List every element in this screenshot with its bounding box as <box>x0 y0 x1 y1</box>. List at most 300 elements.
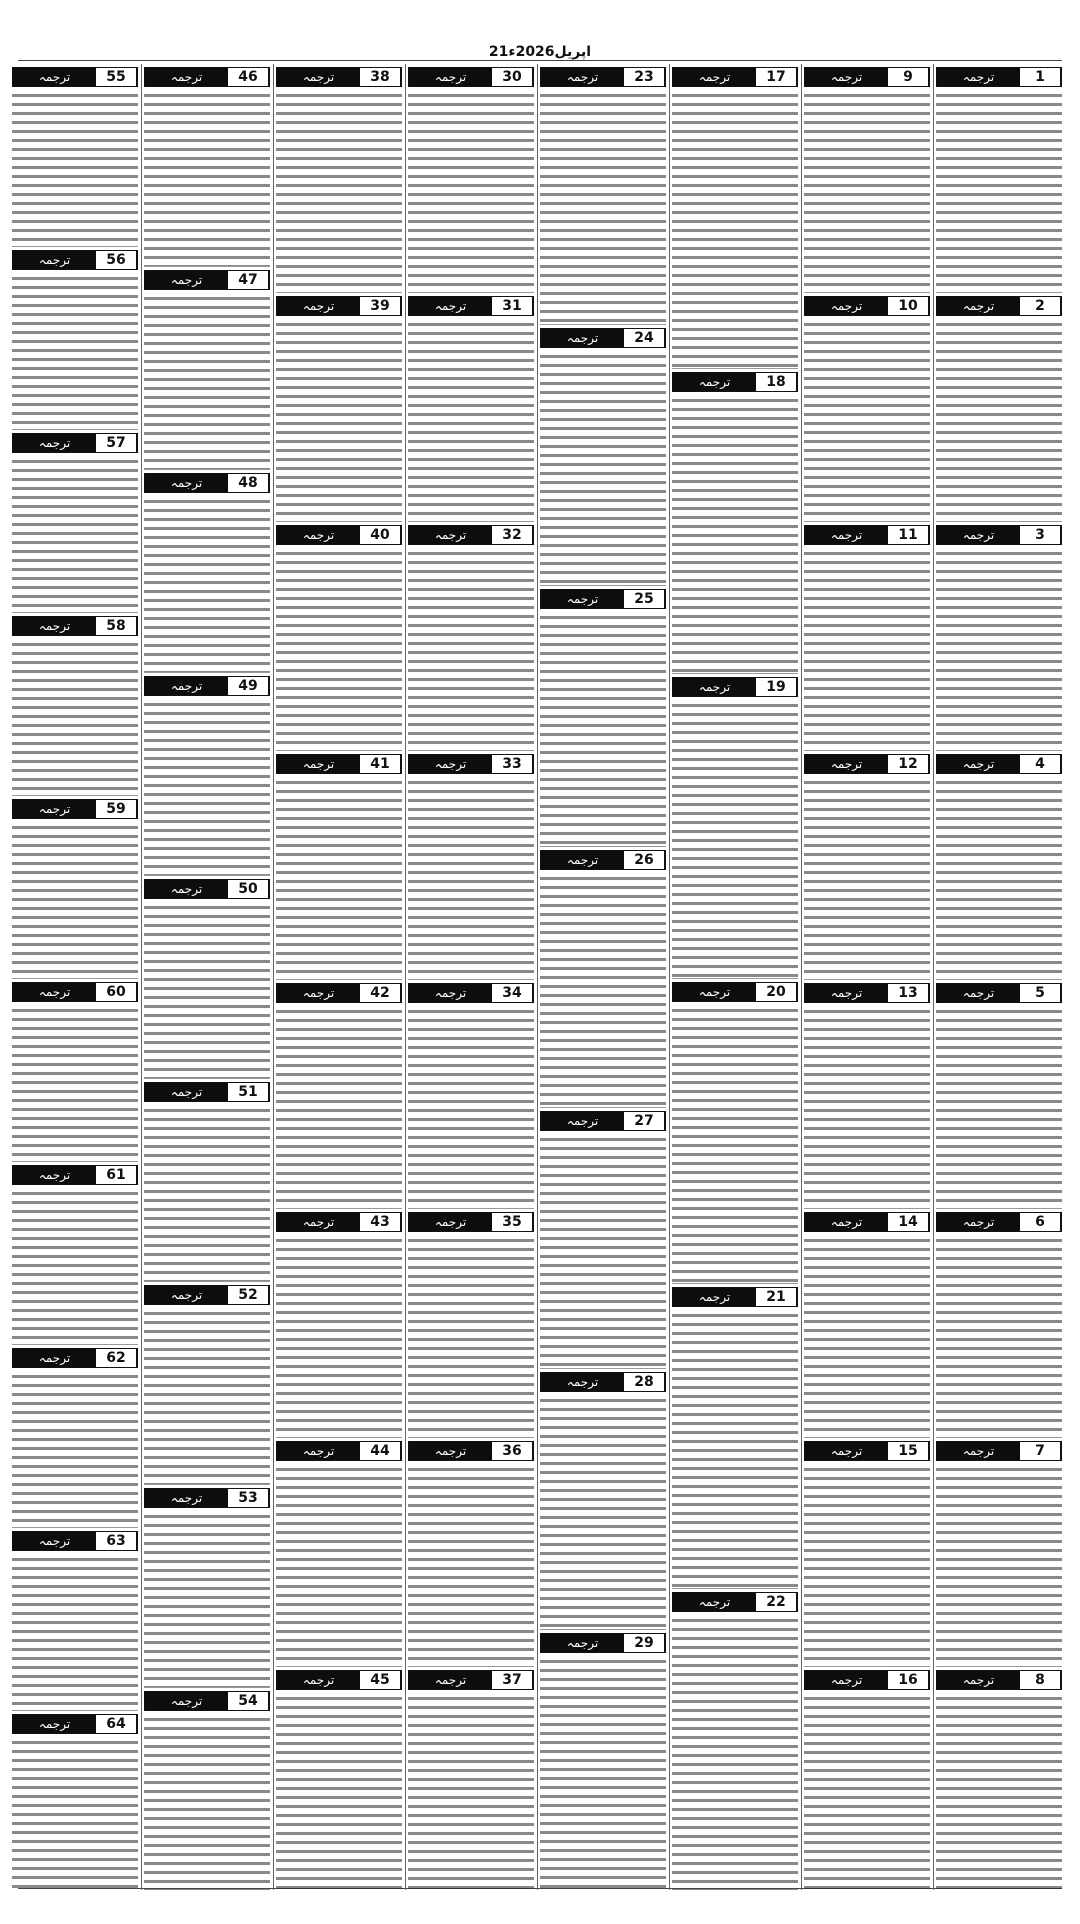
article-56 <box>12 250 138 430</box>
article-number: 18 <box>756 373 797 391</box>
article-number: 2 <box>1020 297 1061 315</box>
article-13 <box>804 983 930 1209</box>
article-text-block <box>144 91 270 267</box>
article-header <box>804 525 930 545</box>
section-label: ترجمہ <box>409 297 492 315</box>
article-31 <box>408 296 534 522</box>
article-text-block <box>540 613 666 847</box>
article-10 <box>804 296 930 522</box>
article-49 <box>144 676 270 876</box>
article-number: 24 <box>624 329 665 347</box>
section-label: ترجمہ <box>145 880 228 898</box>
article-43 <box>276 1212 402 1438</box>
article-header <box>12 799 138 819</box>
article-header <box>936 1441 1062 1461</box>
article-number: 11 <box>888 526 929 544</box>
article-text-block <box>144 1309 270 1485</box>
article-header <box>672 1287 798 1307</box>
article-number: 42 <box>360 984 401 1002</box>
article-59 <box>12 799 138 979</box>
article-header <box>144 473 270 493</box>
top-rule <box>18 60 1062 61</box>
article-number: 57 <box>96 434 137 452</box>
article-header <box>144 270 270 290</box>
article-text-block <box>804 549 930 751</box>
article-header <box>276 1670 402 1690</box>
article-number: 45 <box>360 1671 401 1689</box>
section-label: ترجمہ <box>277 1671 360 1689</box>
article-number: 17 <box>756 68 797 86</box>
section-label: ترجمہ <box>13 800 96 818</box>
article-number: 41 <box>360 755 401 773</box>
article-header <box>936 296 1062 316</box>
article-header <box>408 67 534 87</box>
article-48 <box>144 473 270 673</box>
article-14 <box>804 1212 930 1438</box>
article-1 <box>936 67 1062 293</box>
article-header <box>12 433 138 453</box>
article-header <box>936 983 1062 1003</box>
article-header <box>672 67 798 87</box>
article-6 <box>936 1212 1062 1438</box>
section-label: ترجمہ <box>673 1288 756 1306</box>
article-number: 32 <box>492 526 533 544</box>
article-number: 26 <box>624 851 665 869</box>
article-number: 56 <box>96 251 137 269</box>
article-number: 9 <box>888 68 929 86</box>
article-number: 30 <box>492 68 533 86</box>
section-label: ترجمہ <box>805 526 888 544</box>
article-header <box>540 850 666 870</box>
article-header <box>276 1212 402 1232</box>
article-53 <box>144 1488 270 1688</box>
article-header <box>408 754 534 774</box>
section-label: ترجمہ <box>805 1442 888 1460</box>
article-38 <box>276 67 402 293</box>
article-header <box>144 67 270 87</box>
article-header <box>672 1592 798 1612</box>
article-header <box>672 677 798 697</box>
article-header <box>540 1633 666 1653</box>
article-text-block <box>144 1715 270 1890</box>
article-header <box>408 1212 534 1232</box>
article-header <box>936 525 1062 545</box>
article-text-block <box>144 903 270 1079</box>
section-label: ترجمہ <box>937 984 1020 1002</box>
article-number: 39 <box>360 297 401 315</box>
article-text-block <box>936 320 1062 522</box>
article-12 <box>804 754 930 980</box>
article-number: 46 <box>228 68 269 86</box>
article-36 <box>408 1441 534 1667</box>
article-text-block <box>672 1006 798 1284</box>
article-header <box>672 372 798 392</box>
section-label: ترجمہ <box>937 1213 1020 1231</box>
section-label: ترجمہ <box>277 1442 360 1460</box>
article-header <box>408 296 534 316</box>
article-header <box>144 1488 270 1508</box>
article-header <box>804 1441 930 1461</box>
article-47 <box>144 270 270 470</box>
article-61 <box>12 1165 138 1345</box>
article-header <box>12 1714 138 1734</box>
article-number: 37 <box>492 1671 533 1689</box>
article-text-block <box>936 1465 1062 1667</box>
article-text-block <box>936 1694 1062 1890</box>
article-18 <box>672 372 798 674</box>
section-label: ترجمہ <box>409 984 492 1002</box>
article-header <box>804 67 930 87</box>
section-label: ترجمہ <box>673 373 756 391</box>
article-20 <box>672 982 798 1284</box>
section-label: ترجمہ <box>13 1166 96 1184</box>
section-label: ترجمہ <box>805 755 888 773</box>
section-label: ترجمہ <box>277 1213 360 1231</box>
article-34 <box>408 983 534 1209</box>
article-62 <box>12 1348 138 1528</box>
section-label: ترجمہ <box>409 68 492 86</box>
section-label: ترجمہ <box>13 1715 96 1733</box>
article-text-block <box>540 1396 666 1630</box>
article-number: 48 <box>228 474 269 492</box>
article-text-block <box>276 778 402 980</box>
article-header <box>672 982 798 1002</box>
article-16 <box>804 1670 930 1890</box>
article-number: 6 <box>1020 1213 1061 1231</box>
article-header <box>276 983 402 1003</box>
article-7 <box>936 1441 1062 1667</box>
article-header <box>276 1441 402 1461</box>
article-text-block <box>804 1465 930 1667</box>
article-text-block <box>936 91 1062 293</box>
article-text-block <box>12 457 138 613</box>
article-19 <box>672 677 798 979</box>
column-2 <box>804 64 930 1890</box>
article-21 <box>672 1287 798 1589</box>
article-55 <box>12 67 138 247</box>
article-number: 59 <box>96 800 137 818</box>
article-number: 60 <box>96 983 137 1001</box>
column-divider <box>405 64 406 1890</box>
section-label: ترجمہ <box>541 851 624 869</box>
article-header <box>408 1441 534 1461</box>
article-40 <box>276 525 402 751</box>
column-divider <box>669 64 670 1890</box>
article-header <box>540 67 666 87</box>
article-33 <box>408 754 534 980</box>
article-text-block <box>276 1465 402 1667</box>
article-4 <box>936 754 1062 980</box>
article-text-block <box>408 549 534 751</box>
section-label: ترجمہ <box>277 755 360 773</box>
article-number: 52 <box>228 1286 269 1304</box>
section-label: ترجمہ <box>277 526 360 544</box>
article-text-block <box>540 874 666 1108</box>
article-text-block <box>672 1311 798 1589</box>
section-label: ترجمہ <box>145 271 228 289</box>
page-date: 21اپریل2026ء <box>488 44 592 60</box>
article-number: 62 <box>96 1349 137 1367</box>
article-41 <box>276 754 402 980</box>
article-number: 8 <box>1020 1671 1061 1689</box>
article-37 <box>408 1670 534 1890</box>
article-29 <box>540 1633 666 1890</box>
article-28 <box>540 1372 666 1630</box>
column-3 <box>672 64 798 1890</box>
section-label: ترجمہ <box>145 474 228 492</box>
article-number: 40 <box>360 526 401 544</box>
article-11 <box>804 525 930 751</box>
article-header <box>408 983 534 1003</box>
section-label: ترجمہ <box>805 984 888 1002</box>
column-6 <box>276 64 402 1890</box>
column-8 <box>12 64 138 1890</box>
article-header <box>12 982 138 1002</box>
section-label: ترجمہ <box>541 1373 624 1391</box>
article-header <box>408 1670 534 1690</box>
section-label: ترجمہ <box>409 755 492 773</box>
article-54 <box>144 1691 270 1890</box>
article-number: 49 <box>228 677 269 695</box>
article-text-block <box>672 396 798 674</box>
article-text-block <box>408 1236 534 1438</box>
column-divider <box>141 64 142 1890</box>
section-label: ترجمہ <box>409 526 492 544</box>
section-label: ترجمہ <box>805 297 888 315</box>
article-text-block <box>408 1007 534 1209</box>
article-text-block <box>408 320 534 522</box>
article-text-block <box>144 1106 270 1282</box>
article-text-block <box>936 549 1062 751</box>
article-number: 10 <box>888 297 929 315</box>
section-label: ترجمہ <box>13 68 96 86</box>
article-header <box>804 983 930 1003</box>
article-number: 14 <box>888 1213 929 1231</box>
section-label: ترجمہ <box>277 68 360 86</box>
article-text-block <box>804 91 930 293</box>
section-label: ترجمہ <box>673 68 756 86</box>
article-header <box>144 1082 270 1102</box>
article-header <box>12 67 138 87</box>
column-4 <box>540 64 666 1890</box>
article-text-block <box>144 497 270 673</box>
section-label: ترجمہ <box>145 1083 228 1101</box>
article-number: 1 <box>1020 68 1061 86</box>
article-header <box>936 67 1062 87</box>
article-text-block <box>936 1236 1062 1438</box>
article-number: 19 <box>756 678 797 696</box>
article-header <box>144 1285 270 1305</box>
article-header <box>804 754 930 774</box>
section-label: ترجمہ <box>541 1634 624 1652</box>
article-number: 15 <box>888 1442 929 1460</box>
article-header <box>804 1212 930 1232</box>
article-2 <box>936 296 1062 522</box>
section-label: ترجمہ <box>13 251 96 269</box>
article-number: 36 <box>492 1442 533 1460</box>
article-number: 5 <box>1020 984 1061 1002</box>
section-label: ترجمہ <box>13 434 96 452</box>
article-text-block <box>408 91 534 293</box>
article-text-block <box>144 294 270 470</box>
article-header <box>12 1531 138 1551</box>
article-number: 21 <box>756 1288 797 1306</box>
column-5 <box>408 64 534 1890</box>
section-label: ترجمہ <box>145 677 228 695</box>
article-text-block <box>276 91 402 293</box>
section-label: ترجمہ <box>13 983 96 1001</box>
section-label: ترجمہ <box>409 1671 492 1689</box>
article-39 <box>276 296 402 522</box>
article-header <box>12 1165 138 1185</box>
article-header <box>804 1670 930 1690</box>
article-text-block <box>276 1007 402 1209</box>
article-number: 3 <box>1020 526 1061 544</box>
article-header <box>276 525 402 545</box>
column-divider <box>537 64 538 1890</box>
article-number: 61 <box>96 1166 137 1184</box>
article-23 <box>540 67 666 325</box>
article-58 <box>12 616 138 796</box>
section-label: ترجمہ <box>13 617 96 635</box>
section-label: ترجمہ <box>145 1286 228 1304</box>
article-text-block <box>12 1738 138 1890</box>
article-number: 16 <box>888 1671 929 1689</box>
section-label: ترجمہ <box>145 1692 228 1710</box>
article-header <box>936 1670 1062 1690</box>
article-text-block <box>936 1007 1062 1209</box>
article-text-block <box>276 549 402 751</box>
section-label: ترجمہ <box>805 1671 888 1689</box>
article-header <box>276 67 402 87</box>
article-text-block <box>12 1006 138 1162</box>
article-header <box>936 1212 1062 1232</box>
section-label: ترجمہ <box>805 68 888 86</box>
column-divider <box>933 64 934 1890</box>
article-25 <box>540 589 666 847</box>
article-text-block <box>12 1372 138 1528</box>
section-label: ترجمہ <box>541 329 624 347</box>
section-label: ترجمہ <box>541 68 624 86</box>
article-50 <box>144 879 270 1079</box>
section-label: ترجمہ <box>937 526 1020 544</box>
article-text-block <box>12 91 138 247</box>
section-label: ترجمہ <box>673 1593 756 1611</box>
section-label: ترجمہ <box>937 297 1020 315</box>
article-header <box>144 1691 270 1711</box>
article-text-block <box>144 1512 270 1688</box>
article-15 <box>804 1441 930 1667</box>
article-5 <box>936 983 1062 1209</box>
section-label: ترجمہ <box>145 1489 228 1507</box>
article-number: 43 <box>360 1213 401 1231</box>
section-label: ترجمہ <box>409 1213 492 1231</box>
article-text-block <box>540 1135 666 1369</box>
section-label: ترجمہ <box>541 590 624 608</box>
article-63 <box>12 1531 138 1711</box>
section-label: ترجمہ <box>541 1112 624 1130</box>
article-57 <box>12 433 138 613</box>
article-51 <box>144 1082 270 1282</box>
article-text-block <box>540 352 666 586</box>
article-text-block <box>804 1694 930 1890</box>
article-30 <box>408 67 534 293</box>
article-number: 23 <box>624 68 665 86</box>
article-number: 38 <box>360 68 401 86</box>
section-label: ترجمہ <box>937 68 1020 86</box>
column-divider <box>273 64 274 1890</box>
section-label: ترجمہ <box>805 1213 888 1231</box>
article-number: 13 <box>888 984 929 1002</box>
article-3 <box>936 525 1062 751</box>
article-32 <box>408 525 534 751</box>
article-number: 33 <box>492 755 533 773</box>
article-number: 63 <box>96 1532 137 1550</box>
article-text-block <box>12 823 138 979</box>
article-27 <box>540 1111 666 1369</box>
section-label: ترجمہ <box>673 678 756 696</box>
article-text-block <box>12 1189 138 1345</box>
article-number: 22 <box>756 1593 797 1611</box>
article-header <box>12 1348 138 1368</box>
article-number: 31 <box>492 297 533 315</box>
article-number: 25 <box>624 590 665 608</box>
article-text-block <box>540 91 666 325</box>
article-42 <box>276 983 402 1209</box>
section-label: ترجمہ <box>277 984 360 1002</box>
section-label: ترجمہ <box>937 1671 1020 1689</box>
article-number: 55 <box>96 68 137 86</box>
article-header <box>144 676 270 696</box>
article-text-block <box>408 1694 534 1890</box>
article-text-block <box>804 778 930 980</box>
article-number: 35 <box>492 1213 533 1231</box>
article-26 <box>540 850 666 1108</box>
article-24 <box>540 328 666 586</box>
article-text-block <box>672 701 798 979</box>
article-header <box>144 879 270 899</box>
article-9 <box>804 67 930 293</box>
article-header <box>540 1372 666 1392</box>
article-text-block <box>672 91 798 369</box>
article-text-block <box>804 1007 930 1209</box>
article-text-block <box>936 778 1062 980</box>
article-number: 4 <box>1020 755 1061 773</box>
article-text-block <box>12 640 138 796</box>
article-header <box>540 1111 666 1131</box>
article-text-block <box>276 320 402 522</box>
column-1 <box>936 64 1062 1890</box>
section-label: ترجمہ <box>673 983 756 1001</box>
article-number: 64 <box>96 1715 137 1733</box>
article-number: 51 <box>228 1083 269 1101</box>
section-label: ترجمہ <box>145 68 228 86</box>
article-text-block <box>276 1236 402 1438</box>
article-number: 53 <box>228 1489 269 1507</box>
article-52 <box>144 1285 270 1485</box>
article-17 <box>672 67 798 369</box>
article-text-block <box>408 778 534 980</box>
article-number: 34 <box>492 984 533 1002</box>
article-text-block <box>12 1555 138 1711</box>
section-label: ترجمہ <box>13 1532 96 1550</box>
article-header <box>12 250 138 270</box>
article-number: 50 <box>228 880 269 898</box>
article-number: 7 <box>1020 1442 1061 1460</box>
article-64 <box>12 1714 138 1890</box>
article-46 <box>144 67 270 267</box>
article-45 <box>276 1670 402 1890</box>
